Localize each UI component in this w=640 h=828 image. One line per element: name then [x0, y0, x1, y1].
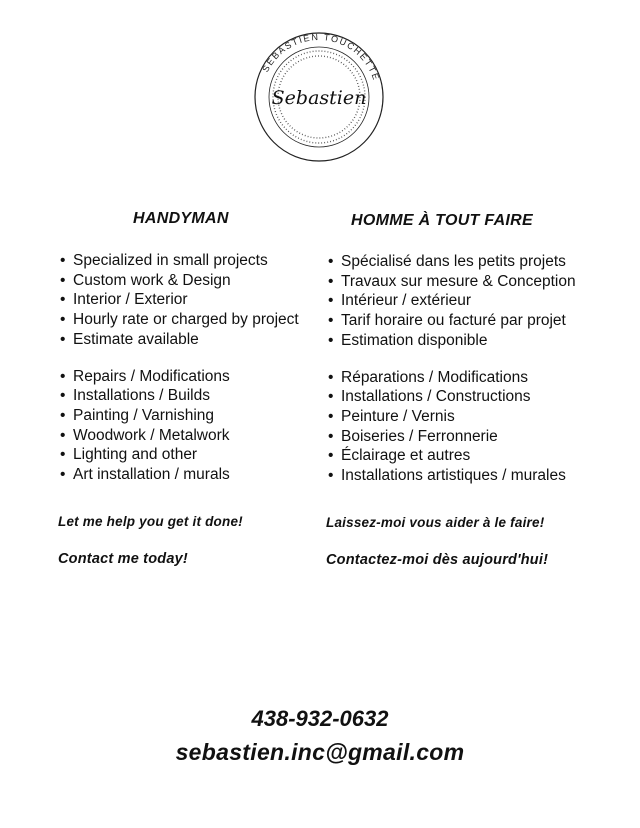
french-tasks-list [326, 368, 616, 486]
english-column [58, 210, 318, 567]
list-item: • Art installation / murals [58, 465, 318, 485]
list-item: • Painting / Varnishing [58, 406, 318, 426]
english-services-list [58, 251, 318, 350]
logo-seal [252, 30, 386, 164]
english-tasks-list [58, 367, 318, 485]
list-item: • Installations artistiques / murales [326, 466, 616, 486]
french-title: HOMME À TOUT FAIRE [351, 212, 533, 229]
list-item: • Hourly rate or charged by project [58, 310, 318, 330]
list-item: • Installations / Constructions [326, 387, 616, 407]
list-item: • Custom work & Design [58, 271, 318, 291]
list-item: • Specialized in small projects [58, 251, 318, 271]
logo-ring-text: SEBASTIEN TOUCHETTE [260, 31, 382, 83]
list-item: • Lighting and other [58, 445, 318, 465]
french-column [326, 210, 616, 568]
english-cta: Contact me today! [58, 550, 188, 567]
list-item: • Réparations / Modifications [326, 368, 616, 388]
list-item: • Tarif horaire ou facturé par projet [326, 311, 616, 331]
list-item: • Spécialisé dans les petits projets [326, 252, 616, 272]
list-item: • Travaux sur mesure & Conception [326, 272, 616, 292]
list-item: • Peinture / Vernis [326, 407, 616, 427]
list-item: • Boiseries / Ferronnerie [326, 427, 616, 447]
list-item: • Repairs / Modifications [58, 367, 318, 387]
english-tagline: Let me help you get it done! [58, 513, 243, 529]
french-services-list [326, 252, 616, 351]
list-item: • Éclairage et autres [326, 446, 616, 466]
phone-number: 438-932-0632 [251, 706, 389, 731]
list-item: • Estimate available [58, 330, 318, 350]
list-item: • Estimation disponible [326, 331, 616, 351]
french-cta: Contactez-moi dès aujourd'hui! [326, 551, 549, 568]
english-title: HANDYMAN [133, 210, 229, 227]
email-address: sebastien.inc@gmail.com [175, 739, 465, 765]
logo-signature: Sebastien [271, 87, 367, 109]
list-item: • Interior / Exterior [58, 290, 318, 310]
list-item: • Woodwork / Metalwork [58, 426, 318, 446]
list-item: • Intérieur / extérieur [326, 291, 616, 311]
list-item: • Installations / Builds [58, 386, 318, 406]
french-tagline: Laissez-moi vous aider à le faire! [326, 514, 545, 530]
